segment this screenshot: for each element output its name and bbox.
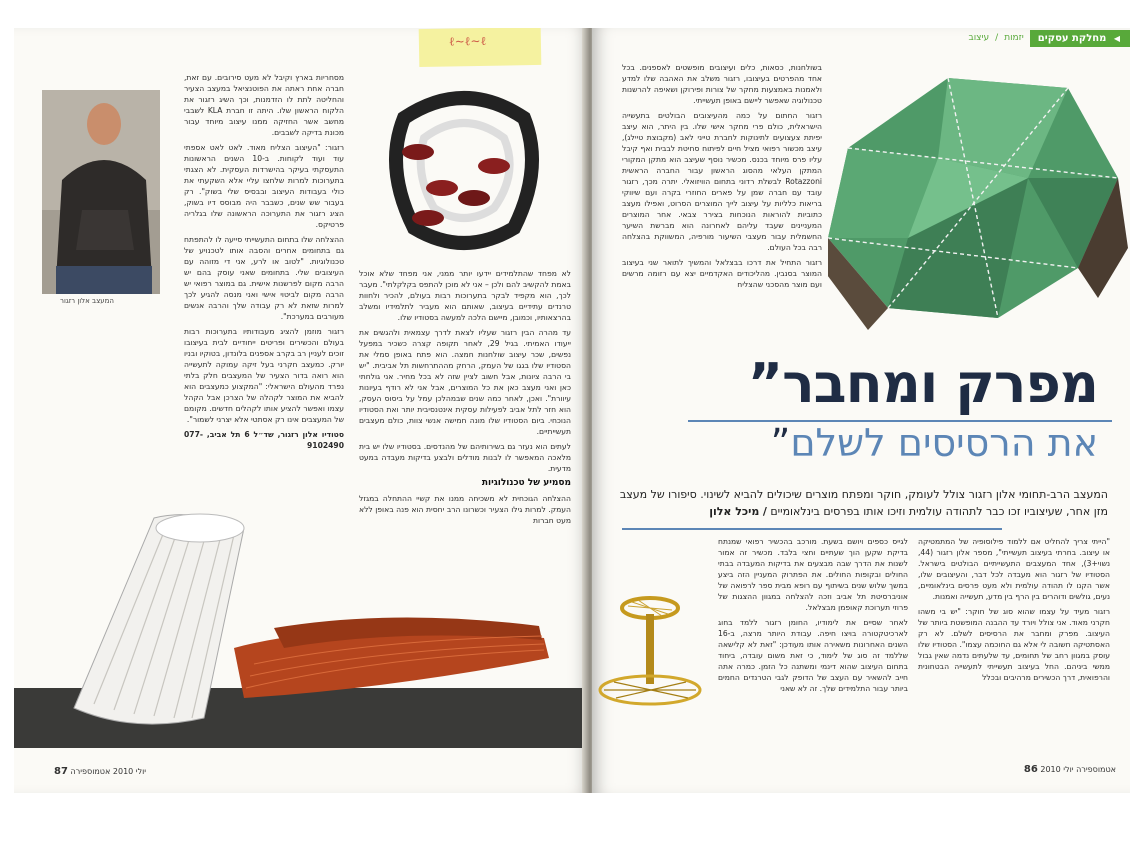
crumb-design: עיצוב [968, 33, 990, 43]
folio-text: אטמוספירה יולי 2010 [1040, 765, 1116, 774]
paragraph: לאחר שסיים את לימודיו, החומן רזגור ללמד בחוג לארכיטקטורה בויצו חיפה. עבודת היותר מרצה, ב-16 השנים האחרונות משאירה אותו מעודכן: "זאת לא קלישאה שללמד זה סוג של לימוד, כי זאת משום עובדה, ביחוד בתחום העיצוב שהוא דינמי ומשתנה כל הזמן. כמרה אתה חייב להשאיר עם העצב של הדופק לגבי הטרנדים החמים ביותר עבור התלמידים שלך. זה לא שאני [718, 618, 908, 693]
page-number: 87 [54, 766, 68, 777]
bottom-left-column [718, 536, 908, 698]
magazine-spread [14, 28, 1130, 793]
paragraph: מסחריות בארץ וקיבל לא מעט סירובים. עם זאת, חברה אחת ראתה את הפוטנציאל במעצב הצעיר והחליטה לתת לו הזדמנות, וכך השיג רזגור את הלקוח הראשון שלו. היתה זו חברת KLA לשבבי מחשב אשר החזיקה ממנו עיצוב מיוחד עבור מכונת בדיקה לשבבים. [184, 73, 344, 137]
paragraph: רזגור מוזמן להציג מעבודותיו בתערוכות רבות בעולם והכשירים ופריטים ייחודיים לבית בעיצובו זוכים לעניין רב בקרב אספנים בלונדון, בטוקיו ובניו יורק. כמעצב חקרני בעל זיקה עמוקה לתעשייה הוא רואה בדור הצעיר של המעצבים חלק בלתי נפרד מהעולם הישראלי: "המקצוע כמעצבים הוא להביא את המוצר לקהלה של הצרכן אבל הקהל עצמו ואפשר להציע אותו לקהלים חדשים. מקומם של המעצבים אינו רק אסתטי אלא יצרני לשמור". [184, 327, 344, 424]
studio-contact: סטודיו אלון רזגור, שד״ל 6 תל אביב, 077-9102490 [184, 430, 344, 450]
paragraph: בשולחנות, כסאות, כלים ועיצובים מופשטים לאספנים. בכל אחד מהפרטים בעיצובו, רזגור משלב את האהבה שלו למדע ולאמנות באמצעות מחקר של צורות ופירוקן ושאיפה להרשנות טכנולוגיה שאפשר ליישם באופן תעשייתי. [622, 63, 822, 105]
vase-and-bowl-image [14, 498, 589, 758]
arrow-icon: ◀ [1113, 33, 1120, 43]
sticky-note: ℓ~ℓ~ℓ [419, 28, 542, 67]
section-header [968, 28, 1130, 48]
brush-device-image [592, 578, 712, 728]
crumb-entrepreneurship: יזמות [1004, 33, 1024, 43]
paragraph: עד מהרה הבין רזגור שעליו לצאת לדרך עצמאית ולהגשים את ייעודו האמיתי. בגיל 29, לאחר תקופה קצרה כשכיר במפעל נפשים, שכר עיצוב שולחנות חמצה. הוא פתח באופן סמלי את הסטודיו שלו בגגו של העמק, הרחק מההתרחשות תל אביבית. "יש בי הרבה ציונות, אבל חשוב לציין שזה לא בכל מחיר. אני גולחתי כאן ואני מעצב כאן את כל המוצרים, אבל אני לא רודף בעיונות עיוורת". ואכן, לאחר כמה שנים שבמהלכן עמל על ביסוס העסק, הוא חזר לתל אביב לפעילות עסקית אינטנסיבית יותר ואת הסטודיו הנוכחי. ביום הסטודיו שלו מונה חמישה אנשי צוות, כולם מעצבים תעשייתיים. [359, 328, 571, 436]
headline-text: מפרק ומחבר [782, 352, 1098, 415]
paragraph: ההצלחה שלו בתחום התעשייתי סייעה לו להתפתח גם בתחומים אחרים והסבה אותו לטכנויע של טכנולוגיות. "לטוב או לרע, אני די מזוהה עם העיצובים שלי. בתחומים שאני עוסק בהם יש הרבה מקום לפרשנות אישית. גם במוצר רפואי יש הרבה מקום לביטוי אישי ואני מנסה להגיע לכך למרות שזאת לא רק עבודה שלך והרבה אנשים מעורבים במערכת". [184, 235, 344, 321]
author-separator: / [762, 505, 767, 518]
left-text-column [184, 72, 344, 455]
paragraph: רזגור התחיל את דרכו בבצלאל והמשיך לתואר שני בעיצוב המוצר בסנבין. מהליכודים האקדמיים יצא עם רזומה מרשים ועם מוצר מהסכני שהצליח [622, 258, 822, 289]
left-folio [54, 766, 146, 777]
bottom-right-column [918, 536, 1110, 687]
deck-lead: המעצב הרב-תחומי אלון רזגור צולל לעומק, חוקר ומפתח מוצרים שיכולים להביא לשינוי. סיפורו של מעצב מזן אחר, שעיצוביו זכו כבר לתהודה עולמית וזיכו אותו בפרסים בינלאומיים [619, 488, 1108, 518]
paragraph: "הייתי צריך להחליט אם ללמוד פילוסופיה של המתמטיקה או עיצוב. בחרתי בעיצוב תעשייתי", מספר אלון רזגור (44, נשוי+3), אחד המעצבים התעשייתיים הבולטים בישראל. הסטודיו של רזגור הוא מעבדה לכל דבר, והעיצובים שלו, אשר הקנו לו תהודה עולמית ולא מעט פרסים בינלאומיים, נעים, גולשים ודוהרים בין הרף בין מדע, תעשייה ואמנות. [918, 537, 1110, 601]
paragraph: רזגור החתום על כמה מהעיצובים הבולטים בתעשייה הישראלית, כולם פרי מחקר אישי שלו. בין היתר, הוא עיצב יפיתת צעצועים לתינוקות לחברת טייני לאב (מקבוצת טיילג), עיצב מכשור רפואי מציל חיים לפיתוח סחיטת לבבית ואף קיבל עליו פרס מיוחד בכנס. מכשיר נוסף שעיצב הוא מתקן המקורי המתקן העלאי מהסוג הראשון עבור החברה הראשית Rotazzoni לבשלת רדוני בתחום הוויזואלי. יתרה מכך, רזגור עובד עם חברה שמן על פארים החוזרי בקרה ועם שיווקי בריאות כלליות על עיצוב לייך המוצרים הסרוט, ואפילו מעצב כתוביות להוראות הנוכחות בצירר צבאי. אחר המוצרים המעניינים שעבד עליהם לאחרונה הוא מברשת השיער החשמלית עבור מעצבי השיעור מורפיה, המשווקת בהצלחה רבה בכל העולם. [622, 111, 822, 252]
subtitle: מסמיע של טכנולוגיות [481, 478, 571, 488]
portrait-caption: המעצב אלון רזגור [60, 297, 114, 305]
section-tag [1030, 30, 1130, 47]
deck [608, 486, 1108, 520]
top-text-column [622, 62, 822, 294]
quote-icon: ” [747, 352, 783, 415]
section-tag-label: מחלקת עסקים [1037, 32, 1107, 44]
deck-divider [622, 528, 1002, 530]
designer-portrait [42, 90, 160, 294]
wine-rack-image [374, 78, 554, 258]
crumb-separator: / [995, 33, 999, 43]
paragraph: רזגור: "העיצוב הצליח מאוד. לאט לאט אספתי עוד ועוד לקוחות. ב-10 השנים הראשונות התעסקתי בעיקר בהישרדות העסקית. לא הצגתי בתערוכות למרות שלחצו עליי אלא השקעתי את כולי בעבודות העיצוב ובבסיס שלי בשוק". רק בעבור שש שנים, כשבבר היה מבוסס דיו בשוק, הציג רזגור את התערוכה הראשונה שלו בגלריה פרטיקס. [184, 143, 344, 229]
folio-text: יולי 2010 אטמוספירה [70, 767, 147, 776]
subheadline [618, 420, 1098, 466]
paragraph: לגייס כספים ויושם בשעת. מורכב בהכשיר רפואי שמנתח בדיקת שקען הוך שעתיים וחצי בלבד. מכשיר זה אמור לשנות את הדרך שבה מבצעים את בדיקות המעבדה בבתי החולים ובקופות החולים. את הפתרוק המעניין הזה ביצע במשך שלוש שנים בשיתוף עם רופא מבית ספר לרפואה של אוניברסיטת תל אביב וזכה להצלחה במגוון ההצגות של פרוזי תערוכת קאופמן מבצלאל. [718, 537, 908, 612]
folded-sheet-image [828, 68, 1128, 338]
paragraph: רזגור מעיד על עצמו שהוא סוג של חוקר: "יש בי משהו חקרני מאוד. אני צולל ויורד עד ההבנה המופשטת ביותר של העיצוב. מפרק ומחבר את הרסיסים לשלם. לא רק האסתטיקה חשובה לי אלא גם החוכמה עצמו". הסטודיו שלו עוסק במגוון רחב של תחומים, עד שלעתים נדמה שאין גבול ממשי ביניהם. החל בעיצוב תעשייתי לתעשייה הבטחונית והרפואית, דרך הכשירים מרהיבים ובכלל [918, 607, 1110, 682]
paragraph: לא מפחד שהתלמידים יידעו יותר ממני, אני מפחד שלא אוכל באמת להקשיב להם ולכן – אני לא מוכן להתפס בקלקלתי". מעבר לכך, הוא מקפיד לבקר בתערוכות רבות בעולם, להכיר ולחוות טרנדים עתידיים בעיצוב, שאותם הוא מעביר לתלמידיו ומשלב בהרצאותיו, וכמובן, מיישם הלכה למעשה בסטודיו שלו. [359, 269, 571, 322]
right-text-column [359, 268, 571, 530]
right-page [592, 28, 1130, 793]
right-folio [1024, 764, 1116, 775]
paragraph: לעתים הוא נעזר גם בשירותיהם של מהנדסים. בסטודיו שלו יש בית מלאכה המאפשר לו לבנות מודלים ולבצע בדיקות מעבדה במעט מדעית. [359, 442, 571, 473]
quote-icon: ” [770, 421, 791, 465]
left-page [14, 28, 589, 793]
page-number: 86 [1023, 764, 1038, 775]
author-name: מיכל אלון [709, 505, 760, 518]
headline [598, 354, 1098, 414]
paragraph: ההצלחה הגוכחית לא משכיחה ממנו את קשיי ההתחלה במגזל העמק. למרות גילו הצעיר וכשרונו הרב יחסית הוא פנה באופן ללא מעט חברות [359, 494, 571, 525]
subheadline-text: את הרסיסים לשלם [790, 421, 1098, 465]
